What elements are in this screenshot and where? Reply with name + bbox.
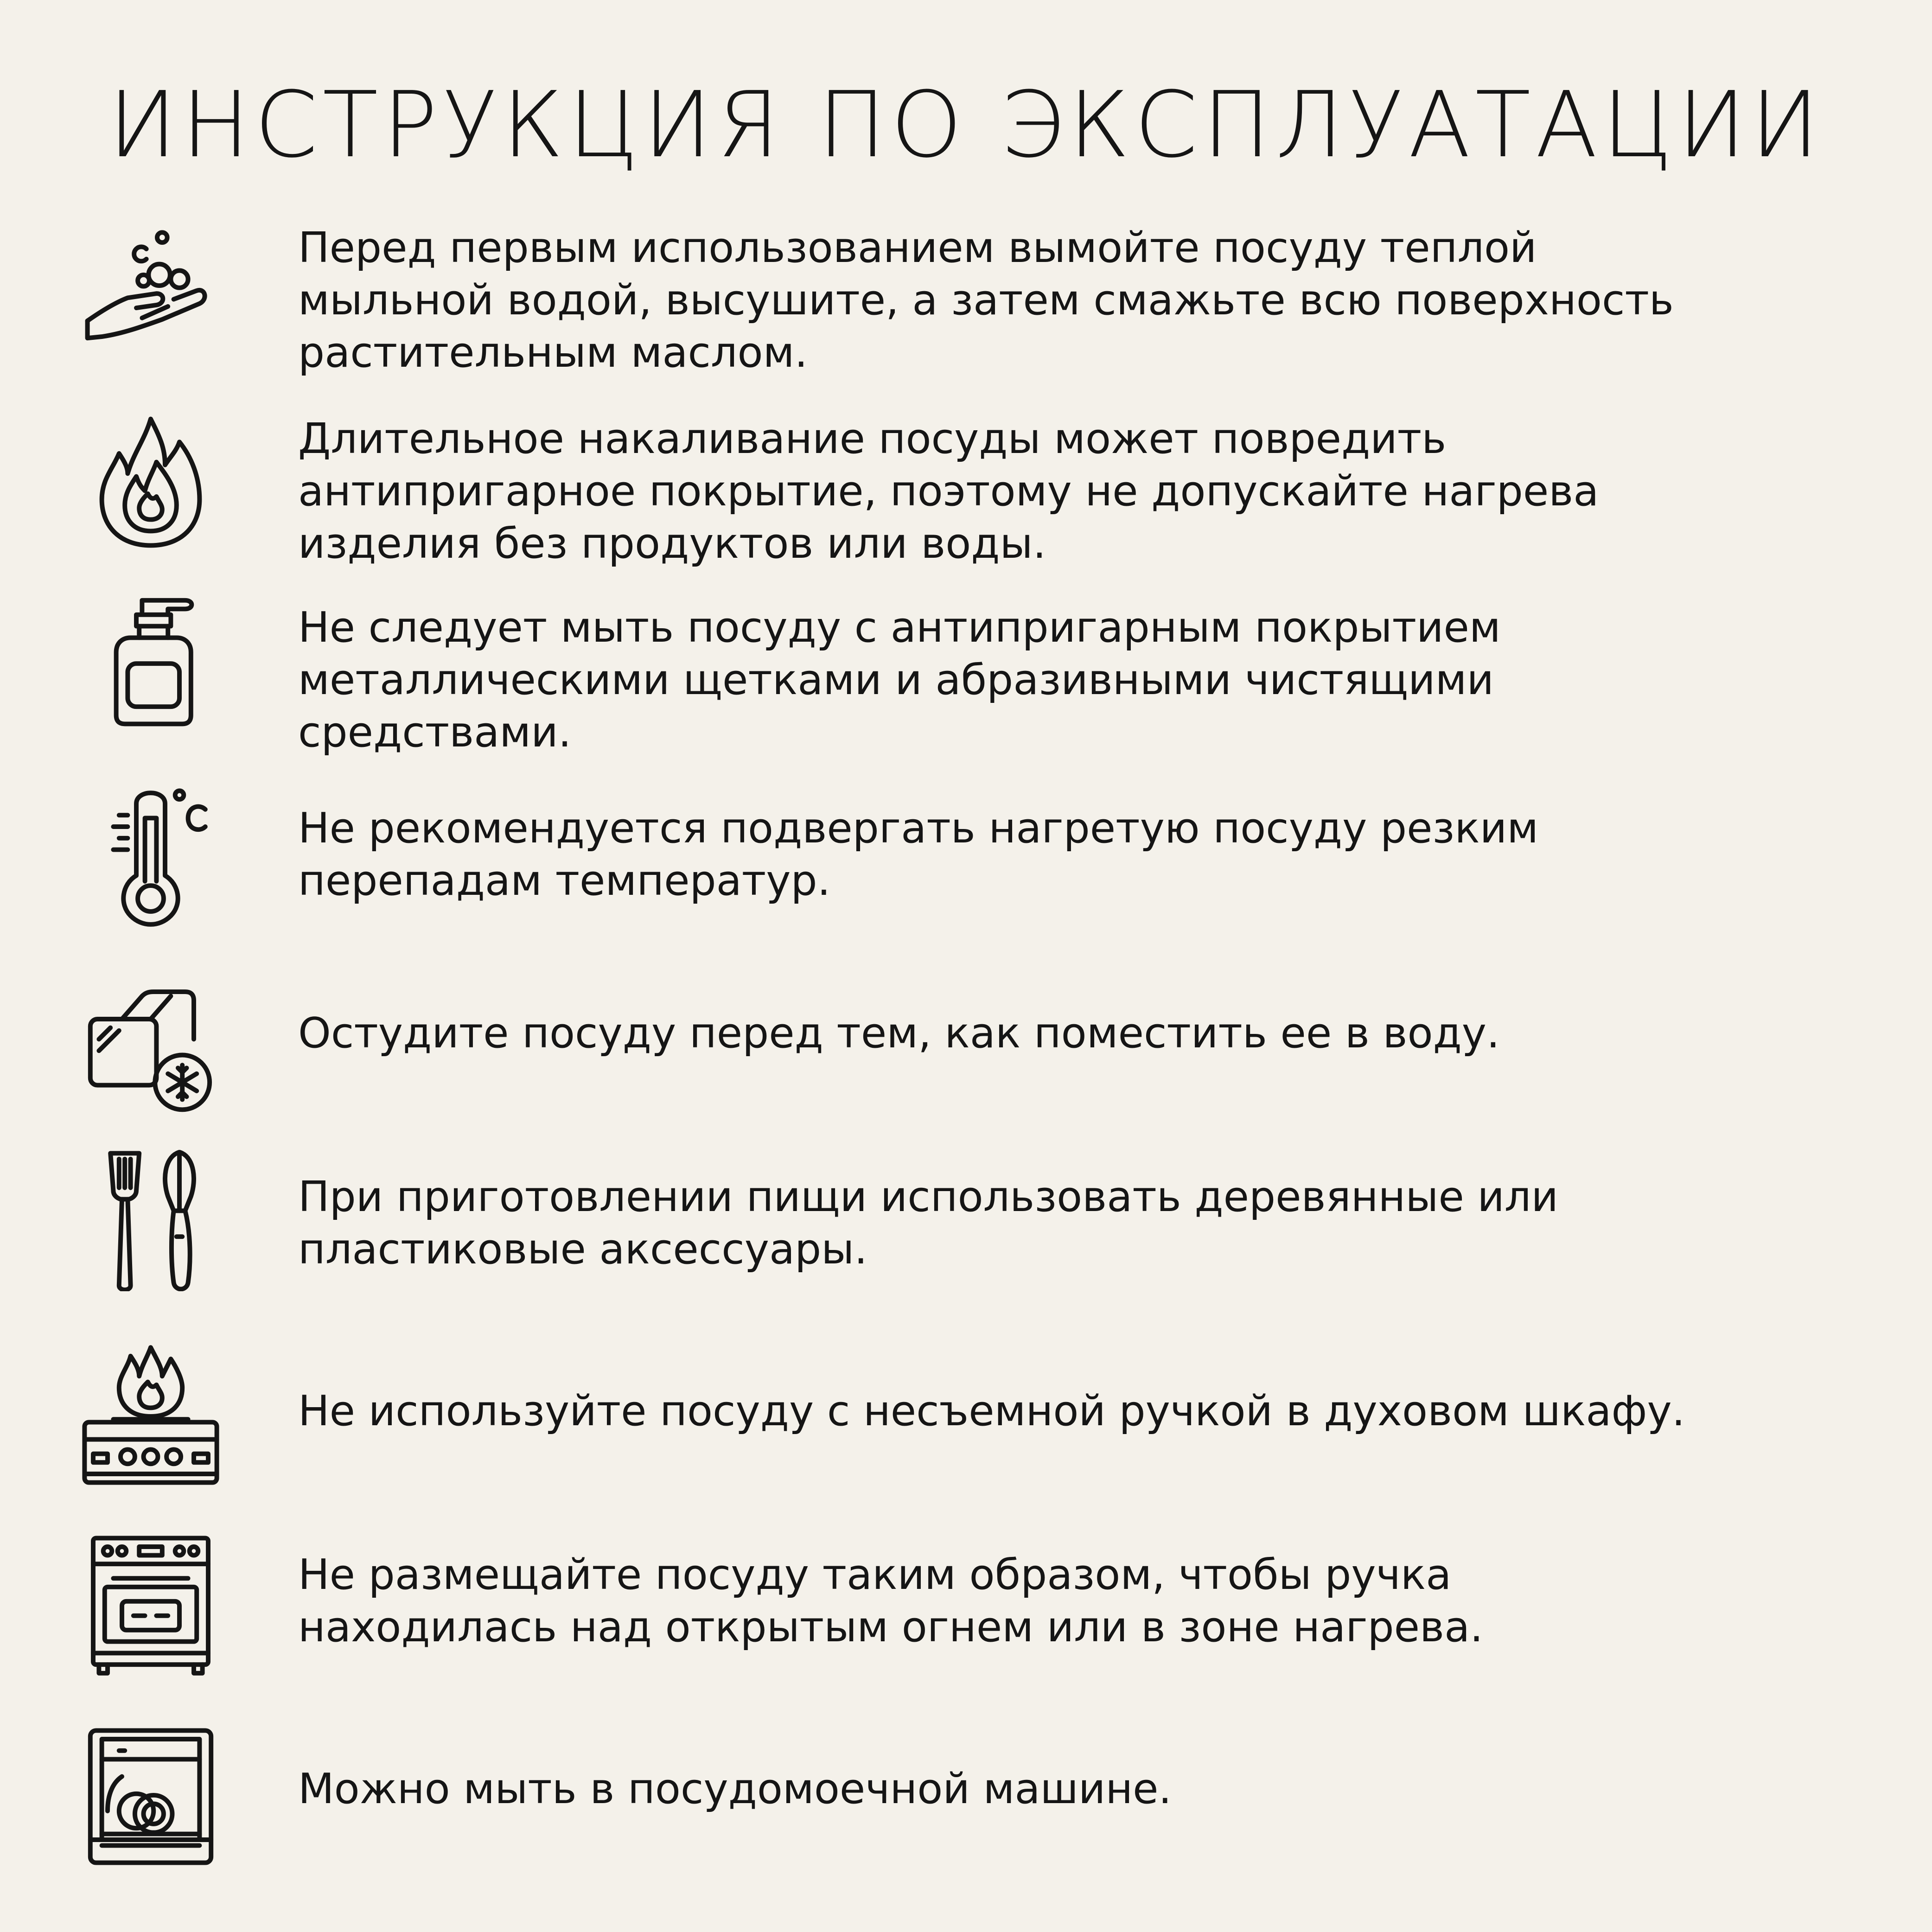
thermometer-icon — [79, 784, 223, 927]
spatula-whisk-icon — [79, 1148, 223, 1291]
washing-hands-icon — [79, 220, 223, 364]
instruction-text-overheating: Длительное накаливание посуды может повредить антипригарное покрытие, поэтому не допускайте нагрева изделия без продуктов или воды. — [298, 414, 1599, 568]
oven-icon — [79, 1532, 223, 1676]
dispenser-bottle-icon — [79, 589, 223, 733]
instruction-text-utensils: При приготовлении пищи использовать деревянные или пластиковые аксессуары. — [298, 1173, 1558, 1274]
instruction-text-temperature: Не рекомендуется подвергать нагретую посуду резким перепадам температур. — [298, 804, 1539, 905]
ice-cube-icon — [79, 976, 223, 1120]
instruction-text-dishwasher: Можно мыть в посудомоечной машине. — [298, 1765, 1172, 1813]
instruction-text-no-abrasives: Не следует мыть посуду с антипригарным покрытием металлическими щетками и абразивными чистящими средствами. — [298, 603, 1501, 757]
instruction-text-cool-down: Остудите посуду перед тем, как поместить ее в воду. — [298, 1009, 1500, 1058]
dishwasher-icon — [79, 1725, 223, 1868]
instruction-text-handle: Не размещайте посуду таким образом, чтобы ручка находилась над открытым огнем или в зоне нагрева. — [298, 1550, 1483, 1651]
page-title: ИНСТРУКЦИЯ ПО ЭКСПЛУАТАЦИИ — [108, 72, 1824, 178]
instruction-text-wash: Перед первым использованием вымойте посуду теплой мыльной водой, высушите, а затем смажьте всю поверхность растительным маслом. — [298, 223, 1674, 377]
fire-icon — [79, 410, 223, 554]
instruction-text-oven: Не используйте посуду с несъемной ручкой в духовом шкафу. — [298, 1387, 1685, 1435]
gas-stove-icon — [79, 1345, 223, 1488]
